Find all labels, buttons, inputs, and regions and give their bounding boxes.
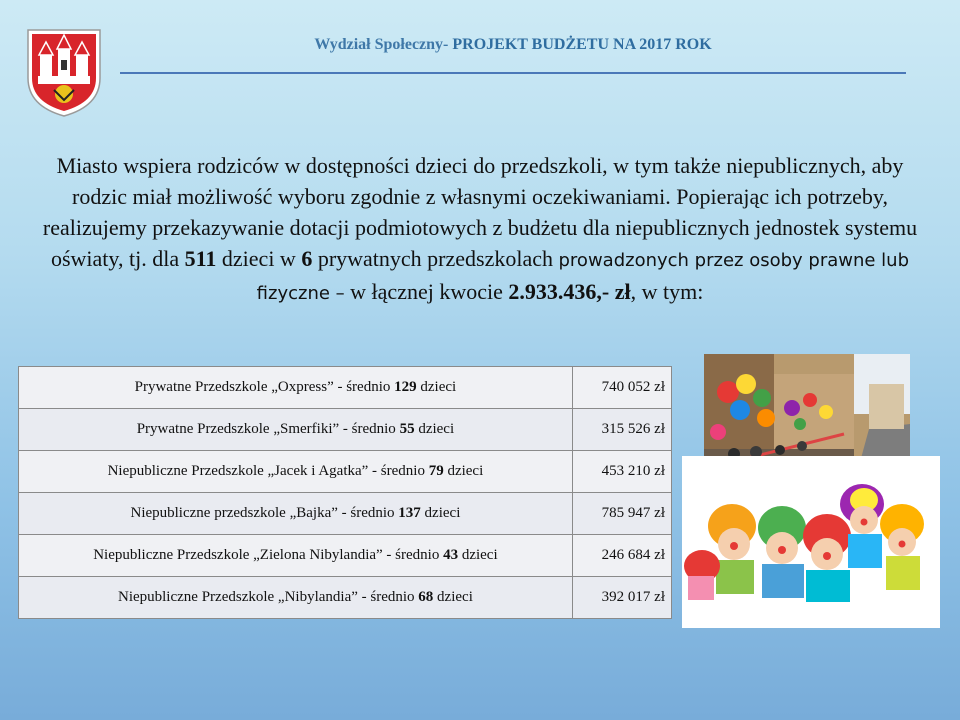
amount-cell: 246 684 zł	[572, 535, 671, 577]
kindergarten-cell: Niepubliczne Przedszkole „Nibylandia” - średnio 68 dzieci	[19, 577, 573, 619]
table-row	[19, 367, 672, 409]
table-row	[19, 409, 672, 451]
page-header	[120, 36, 906, 54]
intro-paragraph	[28, 150, 932, 309]
table-row	[19, 577, 672, 619]
amount-cell: 315 526 zł	[572, 409, 671, 451]
children-count: 511	[184, 246, 217, 271]
kindergarten-cell: Prywatne Przedszkole „Oxpress” - średnio 129 dzieci	[19, 367, 573, 409]
table-row	[19, 535, 672, 577]
intro-text-5: w łącznej kwocie	[350, 279, 503, 304]
table-row	[19, 493, 672, 535]
city-crest-logo	[24, 26, 104, 118]
amount-cell: 392 017 zł	[572, 577, 671, 619]
intro-text-2: dzieci w	[221, 246, 296, 271]
kindergarten-cell: Niepubliczne Przedszkole „Zielona Nibylandia” - średnio 43 dzieci	[19, 535, 573, 577]
intro-text-4: prowadzonych przez osoby prawne lub fizyczne –	[256, 250, 910, 304]
intro-text-6: , w tym:	[630, 279, 704, 304]
schools-count: 6	[301, 246, 313, 271]
project-title: PROJEKT BUDŻETU NA 2017 ROK	[452, 36, 712, 53]
kindergarten-cell: Niepubliczne przedszkole „Bajka” - średnio 137 dzieci	[19, 493, 573, 535]
children-clowns-photo	[682, 456, 940, 628]
header-divider	[120, 72, 906, 74]
kindergarten-cell: Niepubliczne Przedszkole „Jacek i Agatka” - średnio 79 dzieci	[19, 451, 573, 493]
total-amount: 2.933.436,- zł	[508, 279, 631, 304]
amount-cell: 785 947 zł	[572, 493, 671, 535]
subsidy-table	[18, 366, 672, 619]
intro-text-1: Miasto wspiera rodziców w dostępności dzieci do przedszkoli, w tym także niepublicznych, aby rodzic miał możliwość wyboru zgodnie z własnymi oczekiwaniami. Popierając ich potrzeby, realizujemy przekazywanie dotacji podmiotowych z budżetu dla niepublicznych jednostek systemu oświaty, tj. dla	[42, 153, 918, 271]
kindergarten-cell: Prywatne Przedszkole „Smerfiki” - średnio 55 dzieci	[19, 409, 573, 451]
intro-text-3: prywatnych przedszkolach	[317, 246, 553, 271]
table-row	[19, 451, 672, 493]
department-label: Wydział Społeczny-	[314, 36, 449, 53]
amount-cell: 740 052 zł	[572, 367, 671, 409]
amount-cell: 453 210 zł	[572, 451, 671, 493]
